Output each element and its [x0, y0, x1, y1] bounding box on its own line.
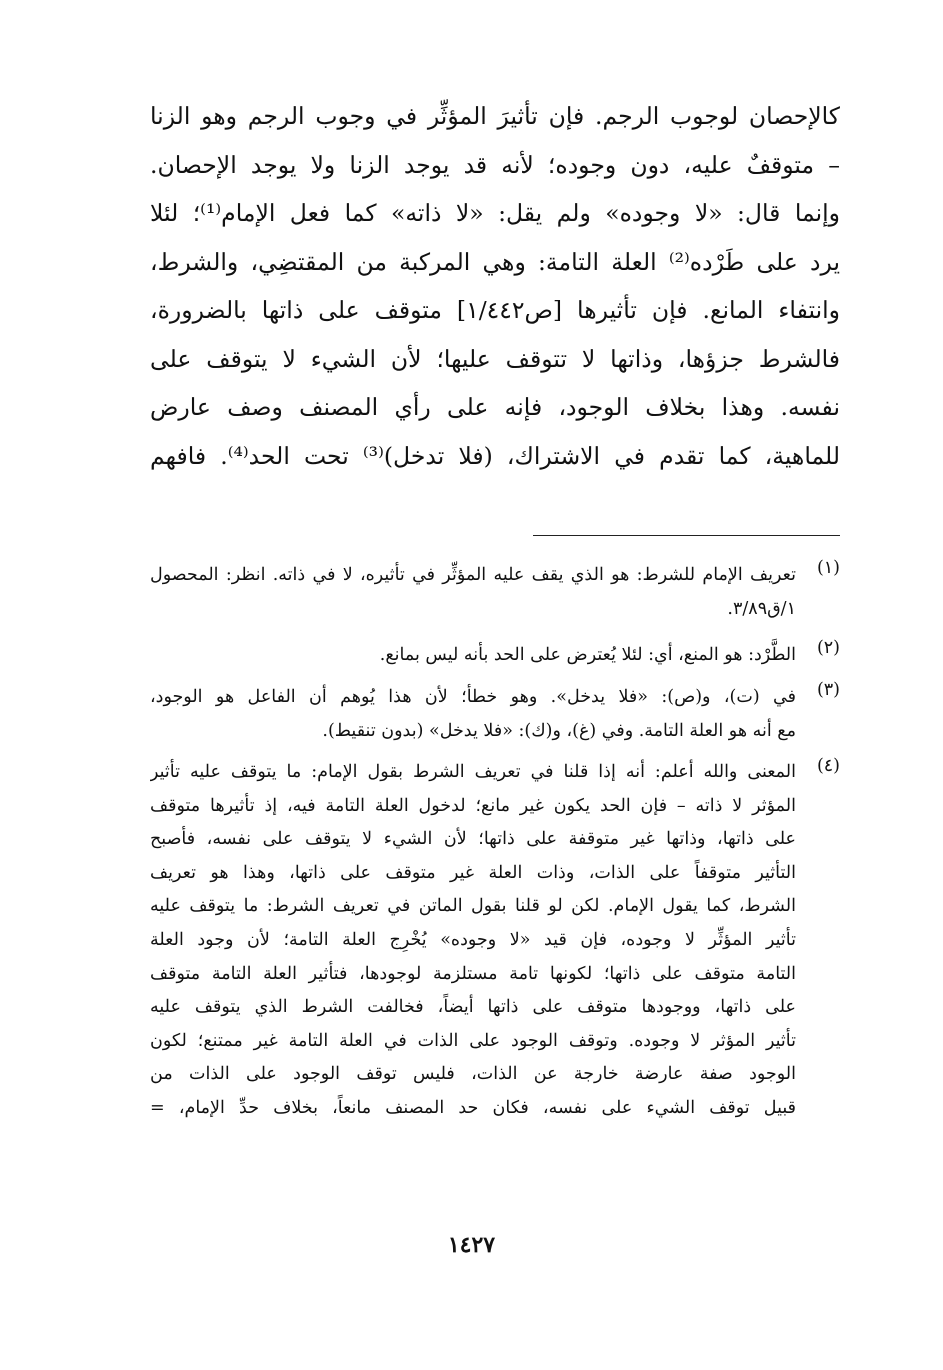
- main-text-line: نفسه. وهذا بخلاف الوجود، فإنه على رأي المصنف وصف عارض: [150, 393, 840, 421]
- footnote-line: الوجود صفة عارضة خارجة عن الذات، فليس توقف الوجود على الذات من: [150, 1064, 796, 1085]
- footnote-line: المؤثر لا ذاته – فإن الحد يكون غير مانع؛ لدخول العلة التامة فيه، إذ تأثيرها متوقف: [150, 795, 796, 816]
- footnote-line: على ذاتها، وذاتها غير متوقفة على ذاتها؛ لأن الشيء لا يتوقف على نفسه، فأصبح: [150, 829, 796, 850]
- footnotes-section: [150, 558, 840, 1126]
- page-number: ١٤٢٧: [447, 1232, 496, 1258]
- main-text-line: للماهية، كما تقدم في الاشتراك، (فلا تدخل)⁽³⁾ تحت الحد⁽⁴⁾. فافهم: [150, 441, 840, 470]
- footnote-number: (٣): [816, 680, 840, 700]
- main-text-line: فالشرط جزؤها، وذاتها لا تتوقف عليها؛ لأن الشيء لا يتوقف على: [150, 344, 840, 373]
- footnote-line: ١/ق٣/٨٩.: [727, 599, 796, 619]
- footnote-line: المعنى والله أعلم: أنه إذا قلنا في تعريف الشرط بقول الإمام: ما يتوقف عليه تأثير: [150, 762, 796, 782]
- footnote-line: التامة متوقف على ذاتها؛ لكونها تامة مستلزمة لوجودها، فتأثير العلة التامة متوقف: [150, 963, 796, 984]
- footnote-line: تأثير المؤثر لا وجوده. وتوقف الوجود على الذات في العلة التامة غير ممتنع؛ لكون: [150, 1030, 796, 1051]
- footnote-number: (٢): [816, 638, 840, 658]
- footnote-number: (١): [816, 558, 840, 578]
- footnote-4: [150, 756, 840, 1126]
- footnote-line: الشرط، كما يقول الإمام. لكن لو قلنا بقول الماتن في تعريف الشرط: ما يتوقف عليه: [150, 896, 796, 917]
- footnote-separator: [533, 535, 840, 536]
- main-text-line: وانتفاء المانع. فإن تأثيرها [ص١/٤٤٢] متوقف على ذاتها بالضرورة،: [150, 296, 840, 324]
- footnote-line: الطَّرْد: هو المنع، أي: لئلا يُعترض على الحد بأنه ليس بمانع.: [379, 645, 796, 665]
- footnote-line: قبيل توقف الشيء على نفسه، فكان حد المصنف مانعاً، بخلاف حدِّ الإمام، =: [150, 1097, 796, 1118]
- footnote-line: في (ت)، و(ص): «فلا يدخل». وهو خطأ؛ لأن هذا يُوهم أن الفاعل هو الوجود،: [150, 687, 796, 707]
- footnote-line: مع أنه هو العلة التامة. وفي (غ)، و(ك): «فلا يدخل» (بدون تنقيط).: [322, 721, 796, 741]
- footnote-line: تعريف الإمام للشرط: هو الذي يقف عليه المؤثِّر في تأثيره، لا في ذاته. انظر: المحصول: [150, 565, 796, 585]
- main-text-block: [150, 92, 840, 480]
- footnote-2: [150, 638, 840, 672]
- footnote-line: التأثير متوقفاً على الذات، وذات العلة غير متوقف على ذاتها، وهذا هو تعريف: [150, 862, 796, 883]
- footnote-3: [150, 680, 840, 748]
- footnote-1: [150, 558, 840, 626]
- footnote-number: (٤): [816, 756, 840, 776]
- main-text-line: – متوقفٌ عليه، دون وجوده؛ لأنه قد يوجد الزنا ولا يوجد الإحصان.: [150, 150, 840, 179]
- main-text-line: وإنما قال: «لا وجوده» ولم يقل: «لا ذاته» كما فعل الإمام⁽¹⁾؛ لئلا: [150, 199, 840, 227]
- footnote-line: على ذاتها، ووجودها متوقف على ذاتها أيضاً، فخالفت الشرط الذي يتوقف عليه: [150, 997, 796, 1018]
- footnote-line: تأثير المؤثِّر لا وجوده، فإن قيد «لا وجوده» يُخْرِج العلة التامة؛ لأن وجود العلة: [150, 929, 796, 950]
- main-text-line: يرد على طَرْده⁽²⁾ العلة التامة: وهي المركبة من المقتضِي، والشرط،: [150, 247, 840, 276]
- main-text-line: كالإحصان لوجوب الرجم. فإن تأثيرَ المؤثِّر في وجوب الرجم وهو الزنا: [150, 102, 840, 130]
